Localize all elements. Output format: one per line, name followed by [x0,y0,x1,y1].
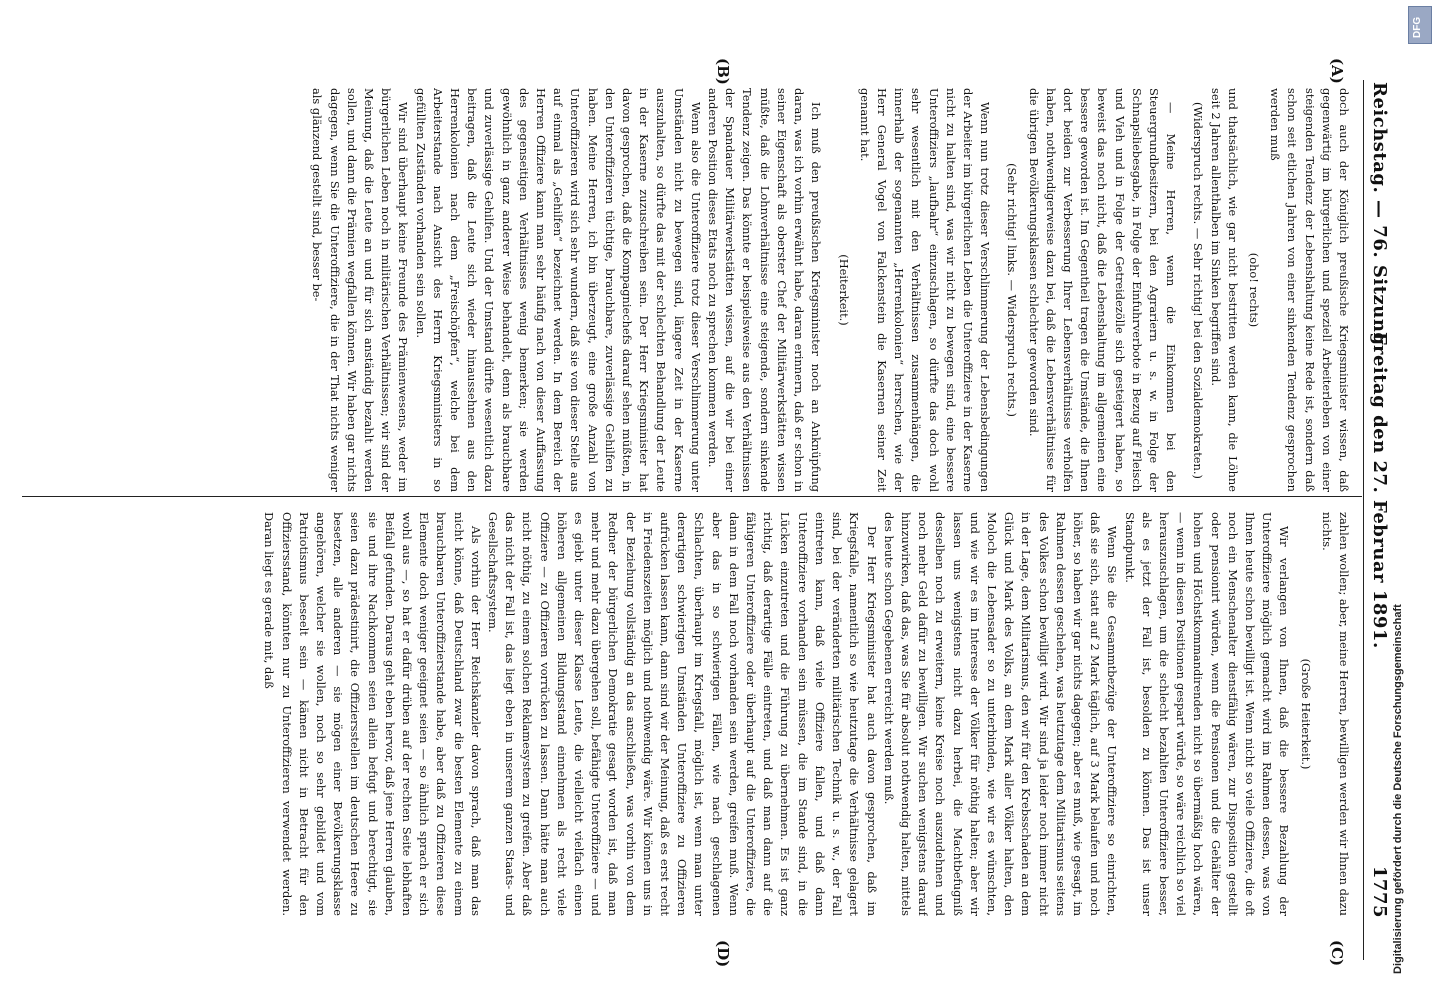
margin-mark-c: (C) [1328,940,1346,967]
digitization-note [1374,24,1420,974]
paragraph: Als vorhin der Herr Reichskanzler davon sprach, daß man das nicht könne, daß Deutschland zwar die besten Elemente zu einem brauchbaren Unteroffizierstande habe, aber daß zu Offizieren diese Elemente doch weniger geeignet seien — so ähnlich sprach er sich wohl aus —, so hat er dafür drüben auf der rechten Seite lebhaften Beifall gefunden. Daraus geht eben hervor, daß jene Herren glauben, sie und ihre Nachkommen seien allein befugt und berechtigt, sie seien dazu prädestinirt, die Offiziersstellen im deutschen Heere zu besetzen, alle anderen — sie mögen einer Bevölkerungsklasse angehören, welcher sie wollen, noch so sehr gebildet und vom Patriotismus beseelt sein — kämen nicht in Betracht für den Offiziersstand, könnten nur zu Unteroffizieren verwendet werden. Daran liegt es gerade mit, daß [262,512,483,916]
interjection: (oho! rechts) [1246,252,1261,328]
header-rule [1363,80,1364,960]
dfg-logo [1408,6,1432,44]
paragraph: Wir sind überhaupt keine Freunde des Prämienwesens, weder im bürgerlichen Leben noch in militärischen Verhältnissen; wir sind der Meinung, daß die Leute an und für sich anständig bezahlt werden sollen, und dann die Prämien wegfallen können. Wir haben gar nichts dagegen, wenn Sie die Unteroffiziere, die in der That nichts weniger als glänzend gestellt sind, besser be- [310,88,411,492]
column-divider [22,496,1362,497]
margin-mark-d: (D) [714,940,732,968]
paragraph: Wenn also die Unteroffiziere trotz dieser Verschlimmerung unter Umständen nicht zu bewegen sind, längere Zeit in der Kaserne auszuhalten, so dürfte das mit der schlechten Behandlung der Leute in der Kaserne zuzuschreiben sein. Der Herr Kriegsminister hat davon gesprochen, daß die Kompagniechefs darauf sehen müßten, in den Unteroffizieren tüchtige, brauchbare, zuverlässige Gehilfen zu haben. Meine Herren, ich bin überzeugt, eine große Anzahl von Unteroffizieren wird sich sehr wundern, daß sie von dieser Stelle aus auf einmal als „Gehilfen“ bezeichnet werden. In dem Bereich der Herren Offiziere kann man sehr häufig nach von dieser Auffassung des gegenseitigen Verhältnisses wenig bemerken; sie werden gewöhnlich in ganz anderer Weise behandelt, denn als brauchbare und zuverlässige Gehilfen. Und der Umstand dürfte wesentlich dazu beitragen, daß die Leute sich wieder hinaussehnen aus den Herrenkolonien nach dem „Freischöpfen“, welche bei dem Arbeiterstande nach Ansicht des Herrn Kriegsministers in so gefüllten Zuständen vorhanden sein sollen. [413,88,703,492]
paragraph: (Widerspruch rechts. — Sehr richtig! bei den Sozialdemokraten.) [1191,102,1206,479]
margin-mark-b: (B) [714,58,732,85]
paragraph: Wenn Sie die Gesammtbezüge der Unteroffiziere so einrichten, daß sie sich, statt auf 2 Mark täglich, auf 3 Mark belaufen und noch höher, so haben wir gar nichts dagegen; aber es muß, wie gesagt, im Rahmen dessen geschehen, was heutzutage dem Militarismus seitens des Volkes schon bewilligt wird. Wir sind ja leider noch immer nicht in der Lage, dem Militarismus, den wir für den Krebsschaden an dem Glück und Mark des Volks, an dem Mark aller Völker halten, den Moloch die Lebensader so zu unterbinden, wie wir es wünschten, und wie wir es im Interesse der Völker für nöthig halten; aber wir lassen uns wenigstens nicht dazu herbei, die Machtbefugniß desselben noch zu erweitern, keine Kreise noch auszudehnen und noch mehr Geld dafür zu bewilligen. Wir suchen wenigstens darauf hinzuwirken, daß das, was Sie für absolut nothwendig halten, mittels des heute schon Gegebenen erreicht werden muß. [881,512,1120,916]
digitization-note-text: Digitalisierung gefördert durch die Deutsche Forschungsgemeinschaft [1392,604,1404,974]
paragraph: doch auch der Königlich preußische Kriegsminister wissen, daß gegenwärtig im bürgerlichen und speziell Arbeiterleben von einer steigenden Tendenz der Lebenshaltung keine Rede ist, sondern daß schon seit etlichen Jahren von einer sinkenden Tendenz gesprochen werden muß [1268,88,1351,492]
left-text-column [32,88,1352,492]
interjection: (Große Heiterkeit.) [1298,658,1313,770]
paragraph: — Meine Herren, wenn die Einkommen bei den Steuergrundbesitzern, bei den Agrariern u. s. w. in Folge der Schnapsliebesgabe, in Folge der Einfuhrverbote in Bezug auf Fleisch und Vieh und in Folge der Getreidezölle sich gesteigert haben, so beweist das noch nicht, daß die Lebenshaltung im allgemeinen eine bessere geworden ist. Im Gegentheil tragen die Umstände, die Ihnen dort beiden zur Verbesserung Ihrer Lebensverhältnisse verholfen haben, nothwendigerweise dazu bei, daß die Lebensverhältnisse für die übrigen Bevölkerungsklassen schlechter geworden sind. [1026,88,1179,492]
interjection: (Heiterkeit.) [836,254,851,326]
paragraph: zahlen wollen; aber, meine Herren, bewilligen werden wir Ihnen dazu nichts. [1319,512,1351,916]
page-number: 1775 [1369,865,1390,918]
paragraph: und thatsächlich, wie gar nicht bestritten werden kann, die Löhne seit 2 Jahren allenthalben im Sinken begriffen sind. [1208,88,1240,492]
header-left: Reichstag. — 76. Sitzung. [1369,82,1390,353]
paragraph: Ich muß den preußischen Kriegsminister noch an Anknüpfung daran, was ich vorhin erwähnt habe, daran erinnern, daß er schon in seiner Eigenschaft als oberster Chef der Militärwerkstätten wissen müßte, daß die Lohnverhältnisse eine steigende, sondern sinkende Tendenz zeigen. Das könnte er beispielsweise aus den Verhältnissen der Spandauer Militärwerkstätten wissen, auf die wir bei einer anderen Position dieses Etats noch zu sprechen kommen werden. [706,88,824,492]
paragraph: Wenn nun trotz dieser Verschlimmerung der Lebensbedingungen der Arbeiter im bürgerlichen Leben die Unteroffiziere in der Kaserne nicht zu halten sind, was wir nicht zu bewegen sind, eine bessere Unteroffiziers „laufbahr“ einzuschlagen, so dürfte das doch wohl sehr wesentlich mit den Verhältnissen zusammenhängen, die innerhalb der sogenannten „Herrenkolonien“ herrschen, wie der Herr General Vogel von Falckenstein die Kasernen seiner Zeit genannt hat. [857,88,993,492]
paragraph: Der Herr Kriegsminister hat auch davon gesprochen, daß im Kriegsfalle, namentlich so wie heutzutage die Verhältnisse gelagert sind, bei der veränderten militärischen Technik u. s. w., der Fall eintreten kann, daß viele Offiziere fallen, und daß dann Unteroffiziere vorhanden sein müssen, die im Stande sind, in die Lücken einzutreten und die Führung zu übernehmen. Es ist ganz richtig, daß derartige Fälle eintreten, und daß man dann auf die fähigeren Unteroffiziere oder überhaupt auf die Unteroffiziere, die dann in dem Fall noch vorhanden sein werden, greifen muß. Wenn aber das in so schwierigen Fällen, wie nach geschlagenen Schlachten, überhaupt im Kriegsfall, möglich ist, wenn man unter derartigen schwierigen Umständen Unteroffiziere zu Offizieren aufrücken lassen kann, dann sind wir der Meinung, daß es erst recht in Friedenszeiten möglich und nothwendig wäre. Wir können uns in der Beziehung vollständig an das anschließen, was vorhin von dem Redner der bürgerlichen Demokratie gesagt worden ist, daß man mehr und mehr dazu übergehen soll, befähigte Unteroffiziere — und es giebt unter dieser Klasse Leute, die vielleicht vielfach einen höheren allgemeinen Bildungsstand einnehmen als recht viele Offiziere — zu Offizieren vorrücken zu lassen. Dann hätte man auch nicht nöthig, zu einem solchen Reklamesystem zu greifen. Aber daß das nicht der Fall ist, das liegt eben in unserem ganzen Staats- und Gesellschaftssystem. [486,512,879,916]
interjection: (Sehr richtig! links. — Widerspruch rechts.) [1005,163,1020,417]
right-text-column [32,512,1352,916]
margin-mark-a: (A) [1328,58,1346,84]
header-date: Freitag den 27. Februar 1891. [1369,332,1390,649]
paragraph: Wir verlangen von Ihnen, daß die bessere Bezahlung der Unteroffiziere möglich gemacht wird im Rahmen dessen, was von Ihnen heute schon bewilligt ist. Wenn nicht so viele Offiziere, die oft noch ein Menschenalter dienstfähig wären, zur Disposition gestellt oder pensionirt würden, wenn die Pensionen und die Gehälter der hohen und Höchstkommandirenden nicht so übermäßig hoch wären, — wenn in diesen Positionen gespart würde, so wäre reichlich so viel herauszuschlagen, um die schlecht bezahlten Unteroffiziere besser, als es jetzt der Fall ist, besolden zu können. Das ist unser Standpunkt. [1122,512,1292,916]
dfg-logo-text: DFG [1412,16,1423,38]
